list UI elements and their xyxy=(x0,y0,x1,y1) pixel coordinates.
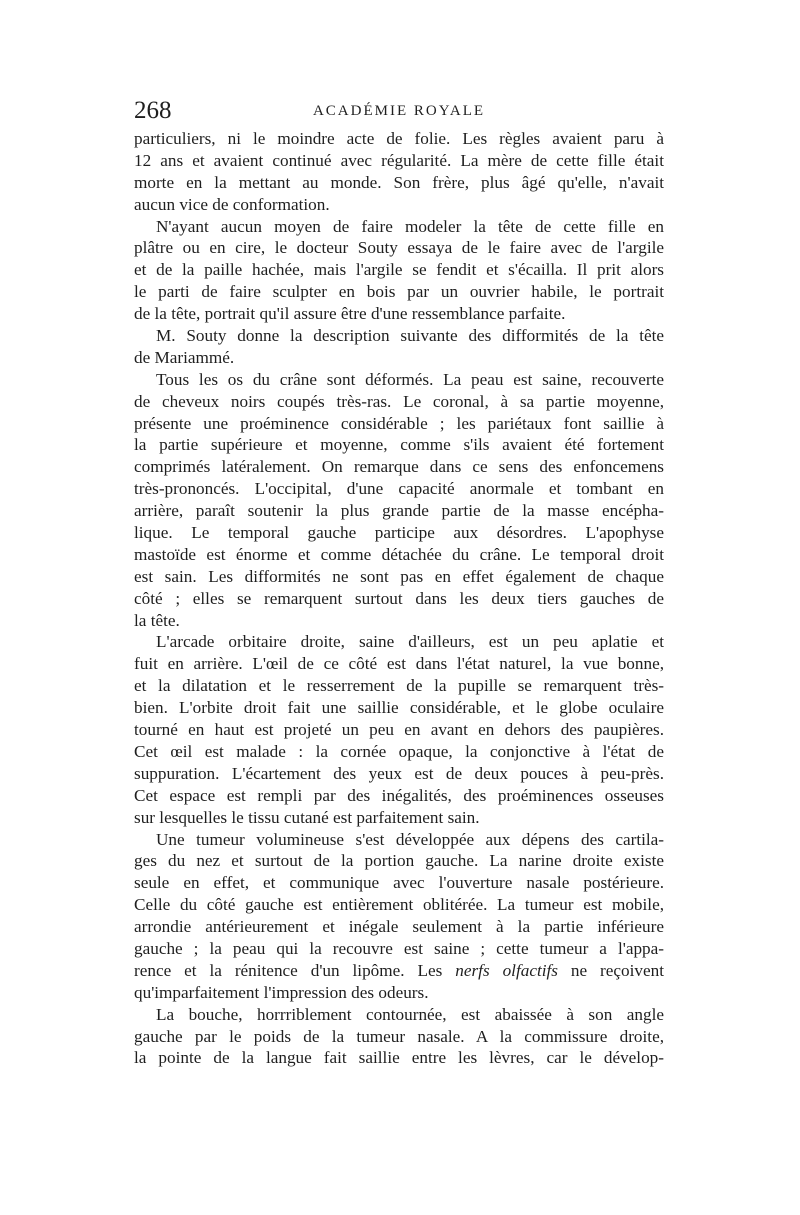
text-line: côté ; elles se remarquent surtout dans les deux tiers gauches de xyxy=(134,588,664,608)
text-line: seule en effet, et communique avec l'ouverture nasale postérieure. xyxy=(134,873,664,893)
text-line: le parti de faire sculpter en bois par un ouvrier habile, le portrait xyxy=(134,282,664,302)
text-line: rence et la rénitence d'un lipôme. Les nerfs olfactifs ne reçoivent xyxy=(134,960,664,980)
text-line: N'ayant aucun moyen de faire modeler la tête de cette fille en xyxy=(156,216,664,236)
text-line: est sain. Les difformités ne sont pas en effet également de chaque xyxy=(134,566,664,586)
text-line: Tous les os du crâne sont déformés. La peau est saine, recouverte xyxy=(156,369,664,389)
text-line: fuit en arrière. L'œil de ce côté est dans l'état naturel, la vue bonne, xyxy=(134,654,664,674)
text-line: de cheveux noirs coupés très-ras. Le coronal, à sa partie moyenne, xyxy=(134,391,664,411)
text-line: tourné en haut est projeté un peu en avant en dehors des paupières. xyxy=(134,720,664,740)
running-title: ACADÉMIE ROYALE xyxy=(312,103,486,119)
text-line: gauche par le poids de la tumeur nasale. A la commissure droite, xyxy=(134,1026,664,1046)
text-line: qu'imparfaitement l'impression des odeurs. xyxy=(134,982,429,1002)
paragraph xyxy=(134,369,664,632)
text-line: M. Souty donne la description suivante des difformités de la tête xyxy=(156,326,664,346)
paragraph xyxy=(134,631,664,828)
text-line: lique. Le temporal gauche participe aux désordres. L'apophyse xyxy=(134,523,664,543)
text-line: arrière, paraît soutenir la plus grande partie de la masse encépha- xyxy=(134,501,664,521)
text-line: de la tête, portrait qu'il assure être d'une ressemblance parfaite. xyxy=(134,304,566,324)
text-line: suppuration. L'écartement des yeux est de deux pouces à peu-près. xyxy=(134,763,664,783)
page-number: 268 xyxy=(134,97,172,124)
paragraph xyxy=(134,325,664,369)
text-line: Cet œil est malade : la cornée opaque, la conjonctive à l'état de xyxy=(134,741,664,761)
text-line: mastoïde est énorme et comme détachée du crâne. Le temporal droit xyxy=(134,544,664,564)
text-line: comprimés latéralement. On remarque dans ce sens des enfoncemens xyxy=(134,457,664,477)
text-line: plâtre ou en cire, le docteur Souty essaya de le faire avec de l'argile xyxy=(134,238,664,258)
body-text xyxy=(134,128,664,1069)
text-line: La bouche, horrriblement contournée, est abaissée à son angle xyxy=(156,1004,664,1024)
text-line: Celle du côté gauche est entièrement oblitérée. La tumeur est mobile, xyxy=(134,895,664,915)
text-line: L'arcade orbitaire droite, saine d'ailleurs, est un peu aplatie et xyxy=(156,632,664,652)
text-line: ges du nez et surtout de la portion gauche. La narine droite existe xyxy=(134,851,664,871)
italic-term: nerfs olfactifs xyxy=(455,960,558,980)
text-line: Une tumeur volumineuse s'est développée aux dépens des cartila- xyxy=(156,829,664,849)
text-line: la partie supérieure et moyenne, comme s'ils avaient été fortement xyxy=(134,435,664,455)
text-line: morte en la mettant au monde. Son frère, plus âgé qu'elle, n'avait xyxy=(134,172,664,192)
paragraph xyxy=(134,216,664,325)
text-line: et la dilatation et le resserrement de la pupille se remarquent très- xyxy=(134,676,664,696)
text-line: particuliers, ni le moindre acte de folie. Les règles avaient paru à xyxy=(134,129,664,148)
paragraph xyxy=(134,128,664,216)
text-line: 12 ans et avaient continué avec régularité. La mère de cette fille était xyxy=(134,150,664,170)
text-line: de Mariammé. xyxy=(134,347,235,367)
paragraph xyxy=(134,1004,664,1070)
paragraph xyxy=(134,829,664,1004)
text-line: gauche ; la peau qui la recouvre est saine ; cette tumeur a l'appa- xyxy=(134,938,664,958)
text-line: aucun vice de conformation. xyxy=(134,194,330,214)
text-line: très-prononcés. L'occipital, d'une capacité anormale et tombant en xyxy=(134,479,664,499)
text-line: arrondie antérieurement et inégale seulement à la partie inférieure xyxy=(134,917,664,937)
page-header xyxy=(134,96,664,126)
text-line: et de la paille hachée, mais l'argile se fendit et s'écailla. Il prit alors xyxy=(134,260,664,280)
text-line: la pointe de la langue fait saillie entre les lèvres, car le dévelop- xyxy=(134,1048,664,1068)
text-line: présente une proéminence considérable ; les pariétaux font saillie à xyxy=(134,413,664,433)
text-line: Cet espace est rempli par des inégalités, des proéminences osseuses xyxy=(134,785,664,805)
text-line: sur lesquelles le tissu cutané est parfaitement sain. xyxy=(134,807,480,827)
text-line: bien. L'orbite droit fait une saillie considérable, et le globe oculaire xyxy=(134,698,664,718)
text-line: la tête. xyxy=(134,610,180,630)
